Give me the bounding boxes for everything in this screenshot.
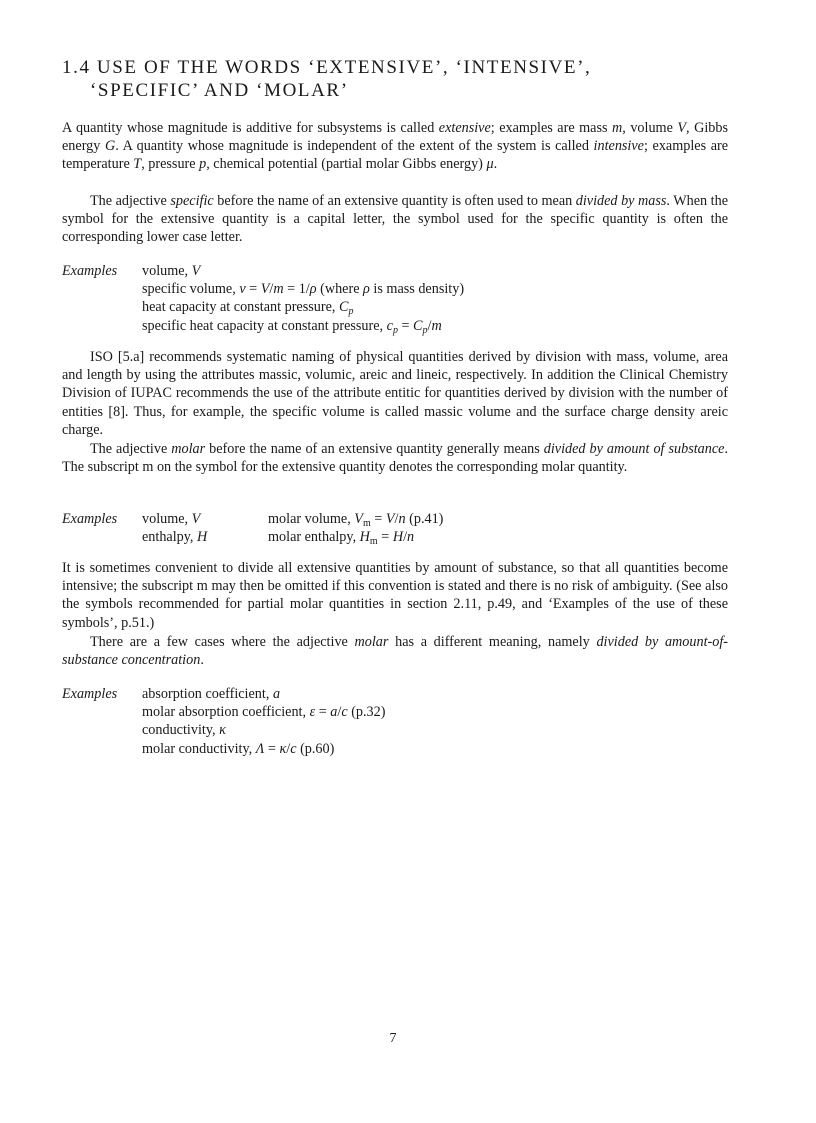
paragraph-specific: The adjective specific before the name of an extensive quantity is often used to mean divided by mass. When the symbol for the extensive quantity is a capital letter, the symbol used for the specific quantity is often the corresponding lower case letter. [62,193,728,246]
section-heading [62,56,762,102]
paragraph-convention: It is sometimes convenient to divide all extensive quantities by amount of substance, so that all quantities become intensive; the subscript m may then be omitted if this convention is stated and there is no risk of ambiguity. (See also the symbols recommended for partial molar quantities in section 2.11, p.49, and ‘Examples of the use of these symbols’, p.51.) [62,560,728,631]
example-line: absorption coefficient, a [142,686,281,702]
example-line: molar absorption coefficient, ε = a/c (p.32) [142,704,386,721]
paragraph-molar: The adjective molar before the name of an extensive quantity generally means divided by amount of substance. The subscript m on the symbol for the extensive quantity denotes the corresponding molar quantity. [62,441,728,476]
example-cell: enthalpy, H [142,529,208,545]
example-cell: molar volume, $V_m = V/n$ (p.41) [268,511,444,529]
paragraph-iso-naming: ISO [5.a] recommends systematic naming of physical quantities derived by division with mass, volume, area and length by using the attributes massic, volumic, areic and lineic, respectively. In addition the Clinical Chemistry Division of IUPAC recommends the use of the attribute entitic for quantities derived by division with the number of entities [8]. Thus, for example, the specific volume is called massic volume and the surface charge density areic charge. [62,349,728,438]
examples-label: Examples [62,511,118,527]
examples-label: Examples [62,686,118,702]
example-line: volume, V [142,263,201,279]
page-number: 7 [389,1031,397,1046]
example-line: heat capacity at constant pressure, $C_p$ [142,299,354,318]
example-cell: molar enthalpy, $H_m = H/n$ [268,529,415,547]
example-line: specific heat capacity at constant pressure, $c_p = C_p/m$ [142,317,442,336]
example-cell: volume, V [142,511,201,527]
example-line: conductivity, κ [142,722,226,739]
section-number: 1.4 [62,57,91,78]
section-title-line1: USE OF THE WORDS ‘EXTENSIVE’, ‘INTENSIVE’, [96,57,592,78]
section-title-line2: ‘SPECIFIC’ AND ‘MOLAR’ [90,80,349,101]
example-line: specific volume, v = V/m = 1/ρ (where ρ is mass density) [142,281,465,298]
examples-label: Examples [62,263,118,279]
example-line: molar conductivity, Λ = κ/c (p.60) [142,740,335,757]
paragraph-extensive-intensive: A quantity whose magnitude is additive for subsystems is called extensive; examples are mass m, volume V, Gibbs energy G. A quantity whose magnitude is independent of the extent of the system is called intensive; examples are temperature T, pressure p, chemical potential (partial molar Gibbs energy) μ. [62,120,729,173]
paragraph-molar-concentration: There are a few cases where the adjective molar has a different meaning, namely divided by amount-of-substance concentration. [62,634,729,669]
